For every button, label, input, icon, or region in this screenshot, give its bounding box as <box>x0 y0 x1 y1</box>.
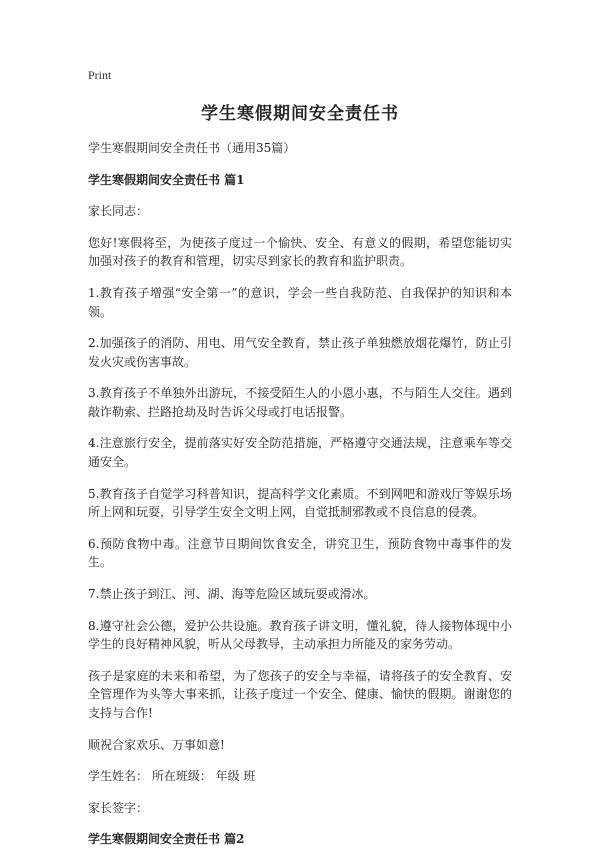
list-item: 4.注意旅行安全，提前落实好安全防范措施，严格遵守交通法规，注意乘车等交通安全。 <box>88 436 512 470</box>
list-item: 3.教育孩子不单独外出游玩，不接受陌生人的小恩小惠，不与陌生人交往。遇到敲诈勒索、拦路抢劫及时告诉父母或打电话报警。 <box>88 386 512 419</box>
list-item: 7.禁止孩子到江、河、湖、海等危险区域玩耍或滑冰。 <box>88 587 376 602</box>
wishes: 顺祝合家欢乐、万事如意! <box>88 737 225 752</box>
print-link[interactable]: Print <box>88 68 112 82</box>
list-item: 8.遵守社会公德，爱护公共设施。教育孩子讲文明，懂礼貌，待人接物体现中小学生的良好精神风貌，听从父母教导，主动承担力所能及的家务劳动。 <box>88 618 512 652</box>
closing-paragraph: 孩子是家庭的未来和希望，为了您孩子的安全与幸福，请将孩子的安全教育、安全管理作为头等大事来抓，让孩子度过一个安全、健康、愉快的假期。谢谢您的支持与合作! <box>88 668 512 720</box>
list-item: 2.加强孩子的消防、用电、用气安全教育，禁止孩子单独燃放烟花爆竹，防止引发火灾或伤害事故。 <box>88 336 512 369</box>
section-heading-2: 学生寒假期间安全责任书 篇2 <box>88 832 245 847</box>
section-heading-1: 学生寒假期间安全责任书 篇1 <box>88 172 245 187</box>
parent-signature-line: 家长签字： <box>88 800 149 815</box>
list-item: 6.预防食物中毒。注意节日期间饮食安全，讲究卫生，预防食物中毒事件的发生。 <box>88 536 512 570</box>
document-subtitle: 学生寒假期间安全责任书（通用35篇） <box>88 140 296 155</box>
intro-paragraph: 您好!寒假将至，为使孩子度过一个愉快、安全、有意义的假期，希望您能切实加强对孩子的教育和管理，切实尽到家长的教育和监护职责。 <box>88 235 512 269</box>
list-item: 1.教育孩子增强“安全第一”的意识，学会一些自我防范、自我保护的知识和本领。 <box>88 285 512 319</box>
student-info-line: 学生姓名： 所在班级： 年级 班 <box>88 769 256 784</box>
page-title: 学生寒假期间安全责任书 <box>201 103 399 124</box>
greeting: 家长同志： <box>88 204 149 219</box>
list-item: 5.教育孩子自觉学习科普知识，提高科学文化素质。不到网吧和游戏厅等娱乐场所上网和玩耍，引导学生安全文明上网，自觉抵制邪教或不良信息的侵袭。 <box>88 486 512 520</box>
